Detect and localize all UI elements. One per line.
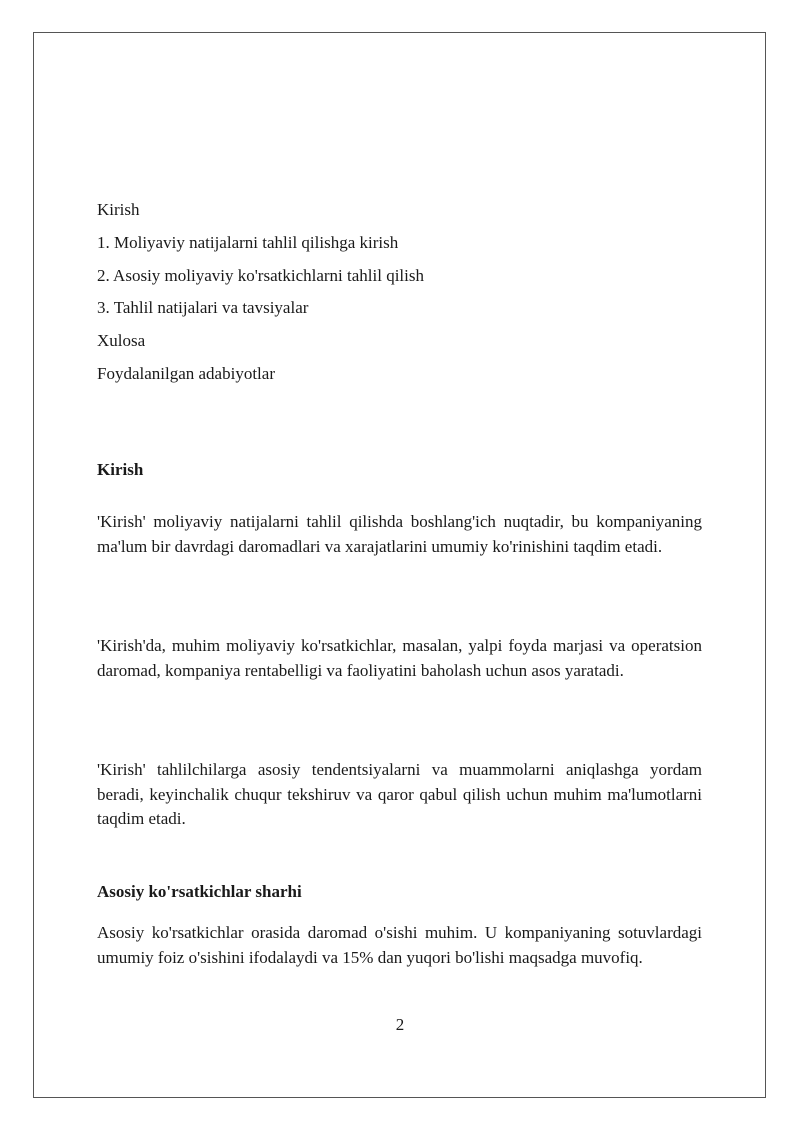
- table-of-contents: [97, 199, 702, 396]
- toc-item-conclusion: Xulosa: [97, 331, 146, 351]
- toc-item-1: 1. Moliyaviy natijalarni tahlil qilishga kirish: [97, 232, 399, 252]
- toc-item-2: 2. Asosiy moliyaviy ko'rsatkichlarni tahlil qilish: [97, 265, 424, 285]
- toc-item-3: 3. Tahlil natijalari va tavsiyalar: [97, 298, 309, 318]
- intro-paragraph-2: 'Kirish'da, muhim moliyaviy ko'rsatkichlar, masalan, yalpi foyda marjasi va operatsion daromad, kompaniya rentabelligi va faoliyatini baholash uchun asos yaratadi.: [97, 636, 702, 680]
- indicators-paragraph-1: Asosiy ko'rsatkichlar orasida daromad o'sishi muhim. U kompaniyaning sotuvlardagi umumiy foiz o'sishini ifodalaydi va 15% dan yuqori bo'lishi maqsadga muvofiq.: [97, 923, 702, 967]
- section-heading-intro: Kirish: [97, 460, 144, 479]
- toc-item-references: Foydalanilgan adabiyotlar: [97, 363, 275, 383]
- toc-item-intro: Kirish: [97, 200, 140, 219]
- section-heading-indicators: Asosiy ko'rsatkichlar sharhi: [97, 882, 302, 901]
- page-number: 2: [395, 1015, 405, 1034]
- intro-paragraph-3: 'Kirish' tahlilchilarga asosiy tendentsiyalarni va muammolarni aniqlashga yordam beradi, keyinchalik chuqur tekshiruv va qaror qabul qilish uchun muhim ma'lumotlarni taqdim etadi.: [97, 760, 702, 828]
- intro-paragraph-1: 'Kirish' moliyaviy natijalarni tahlil qilishda boshlang'ich nuqtadir, bu kompaniyaning ma'lum bir davrdagi daromadlari va xarajatlarini umumiy ko'rinishini taqdim etadi.: [97, 512, 702, 556]
